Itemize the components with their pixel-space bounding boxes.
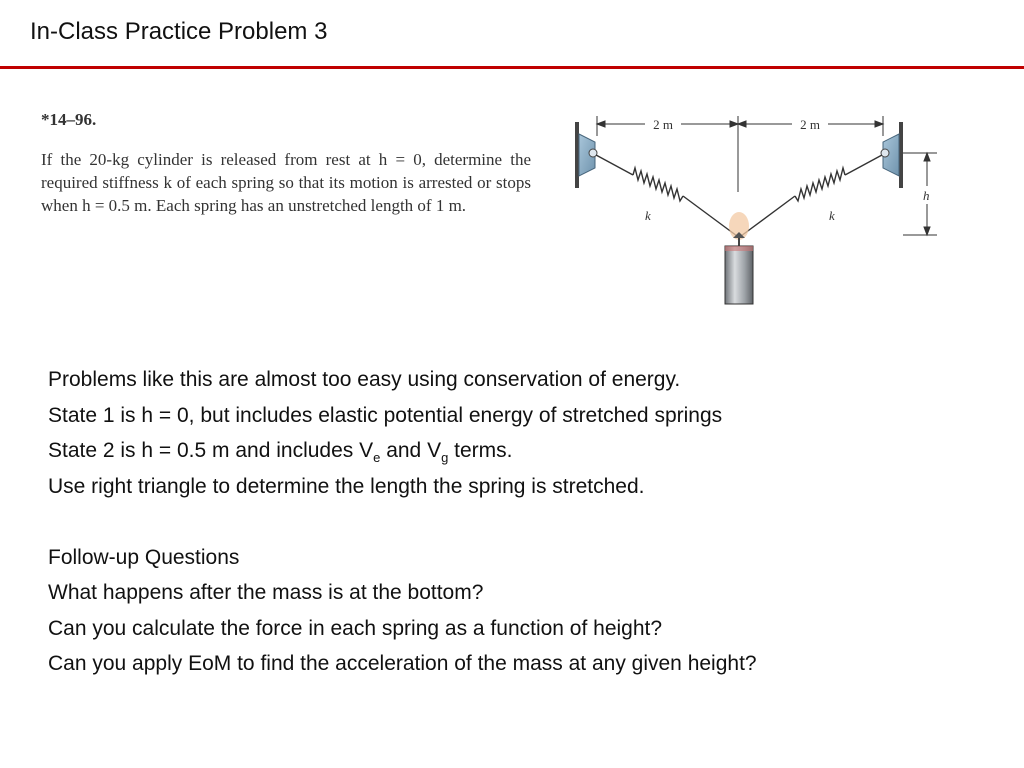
spring-right-k-label: k xyxy=(829,208,835,223)
spring-cylinder-figure xyxy=(565,108,955,313)
spring-left-k-label: k xyxy=(645,208,651,223)
note-line-4: Use right triangle to determine the length the spring is stretched. xyxy=(48,474,645,498)
dim-right-label: 2 m xyxy=(800,117,820,132)
problem-statement xyxy=(41,110,531,217)
dim-left-label: 2 m xyxy=(653,117,673,132)
right-wall-support xyxy=(881,122,903,188)
followup-question-2: Can you calculate the force in each spring as a function of height? xyxy=(48,616,663,640)
left-spring xyxy=(596,155,737,236)
cylinder-mass xyxy=(725,246,753,304)
height-h-label: h xyxy=(923,188,930,203)
spacer xyxy=(48,504,948,540)
note-line-2: State 1 is h = 0, but includes elastic potential energy of stretched springs xyxy=(48,403,723,427)
followup-heading: Follow-up Questions xyxy=(48,545,240,569)
title-divider xyxy=(0,66,1024,69)
followup-question-3: Can you apply EoM to find the acceleration of the mass at any given height? xyxy=(48,652,757,675)
discussion-notes xyxy=(48,362,948,682)
right-spring xyxy=(741,155,882,236)
problem-number: *14–96. xyxy=(41,110,97,129)
followup-question-1: What happens after the mass is at the bottom? xyxy=(48,581,484,604)
left-wall-support xyxy=(575,122,597,188)
slide-title: In-Class Practice Problem 3 xyxy=(30,18,328,45)
problem-text: If the 20-kg cylinder is released from rest at h = 0, determine the required stiffness k of each spring so that its motion is arrested or stops when h = 0.5 m. Each spring has an unstretched length of 1 m. xyxy=(41,150,531,215)
height-dimension xyxy=(903,153,937,235)
note-line-3: State 2 is h = 0.5 m and includes $V_e$ and $V_g$ terms. xyxy=(48,439,513,465)
note-line-1: Problems like this are almost too easy using conservation of energy. xyxy=(48,368,681,391)
